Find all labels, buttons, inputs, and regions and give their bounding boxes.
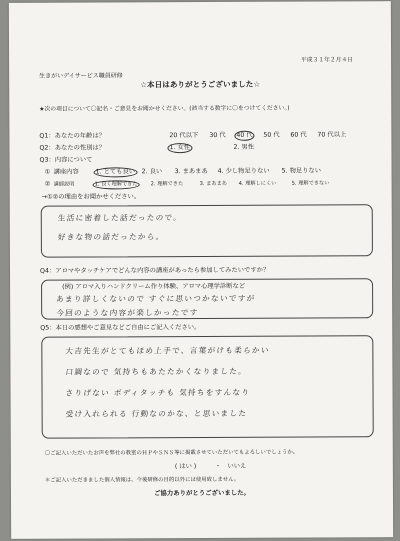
q4-label: Q4：アロマやタッチケアでどんな内容の講座があったら参加してみたいですか？ [39,266,270,275]
q1-option-1[interactable]: 20 代以下 [169,132,199,140]
q3-row1-option-5[interactable]: 5. 物足りない [281,167,322,175]
q3-row2-option-3[interactable]: 3. まあまあ [199,180,227,188]
consent-question: 〇ご記入いただいたお声を弊社の教室のＨＰやＳＮＳ等に掲載させていただいてもよろしいでしょうか。 [44,449,299,457]
q3-row1-option-4[interactable]: 4. 少し物足りない [217,167,270,175]
q3-reason-line-2: 好きな物の話だったから。 [57,232,166,242]
q3-reason-line-1: 生活に密着した話だったので。 [57,213,183,223]
q1-option-5[interactable]: 60 代 [290,131,307,139]
q4-example: (例) アロマ入りハンドクリーム作り体験、アロマ心理学診断など [62,282,246,291]
page-title: ☆本日はありがとうございました☆ [140,79,261,90]
q3-label: Q3：内容について [39,156,93,164]
q5-label: Q5：本日の感想やご意見などご自由にご記入ください。 [40,324,201,332]
q3-row2-option-5[interactable]: 5. 理解できない [291,180,330,187]
q2-option-2[interactable]: 2. 男性 [233,143,255,151]
q3-row2-option-4[interactable]: 4. 理解しにくい [238,180,277,187]
q2-option-1[interactable]: 1. 女性 [167,143,192,153]
q3-row2-prefix: ② [44,180,51,188]
privacy-note: ＊ご記入いただきました個人情報は、今後研修の目的以外には使用致しません。 [44,476,240,484]
q3-row2-label: 講師説明 [53,181,75,188]
q1-option-4[interactable]: 50 代 [263,131,280,139]
q3-reason-box[interactable] [41,204,373,257]
survey-sheet [9,1,393,539]
q5-answer-line-3: さりげない ボディタッチも 気持ちをすんなり [65,387,251,398]
q1-option-6[interactable]: 70 代以上 [317,131,347,139]
q5-answer-line-2: 口調なので 気持ちもあたたかくなりました。 [65,366,248,377]
thanks-text: ご協力ありがとうございました。 [154,488,250,498]
q3-row1-option-1[interactable]: 1. とても良い [94,167,138,177]
q2-label: Q2：あなたの性別は？ [39,144,106,152]
q3-row1-option-2[interactable]: 2. 良い [141,168,163,176]
q1-option-3[interactable]: 40 代 [234,131,254,141]
intro-text: ★次の項目について〇記名・ご意見をお聞かせください。(該当する数字に〇をつけてください。) [39,105,290,113]
q4-answer-line-1: あまり詳しくないので すぐに思いつかないですが [55,293,256,304]
q1-label: Q1：あなたの年齢は？ [39,132,106,140]
q3-row1-option-3[interactable]: 3. まあまあ [174,167,208,176]
q3-row2-option-1[interactable]: 1. 良く理解できた [93,180,140,189]
q3-row1-label: 講座内容 [53,168,79,176]
q1-option-2[interactable]: 30 代 [209,131,226,139]
consent-no-option[interactable]: ・ いいえ [214,462,247,470]
survey-date: 平成３１年２月４日 [300,57,354,64]
organization-name: 生きがいデイサービス職員研修 [39,72,123,80]
q3-reason-label: →①②の理由をお聞かせください。 [41,193,141,201]
q3-row2-option-2[interactable]: 2. 理解できた [150,181,184,188]
q5-answer-line-1: 大吉先生がとてもほめ上手で、言葉がけも柔らかい [64,345,271,356]
q3-row1-prefix: ① [44,168,51,176]
consent-yes-option[interactable]: ( はい ) [174,463,197,471]
q4-answer-line-2: 今回のような内容が楽しかったです [55,308,199,318]
q5-answer-line-4: 受け入れられる 行動なのかな、と思いました [65,408,248,419]
